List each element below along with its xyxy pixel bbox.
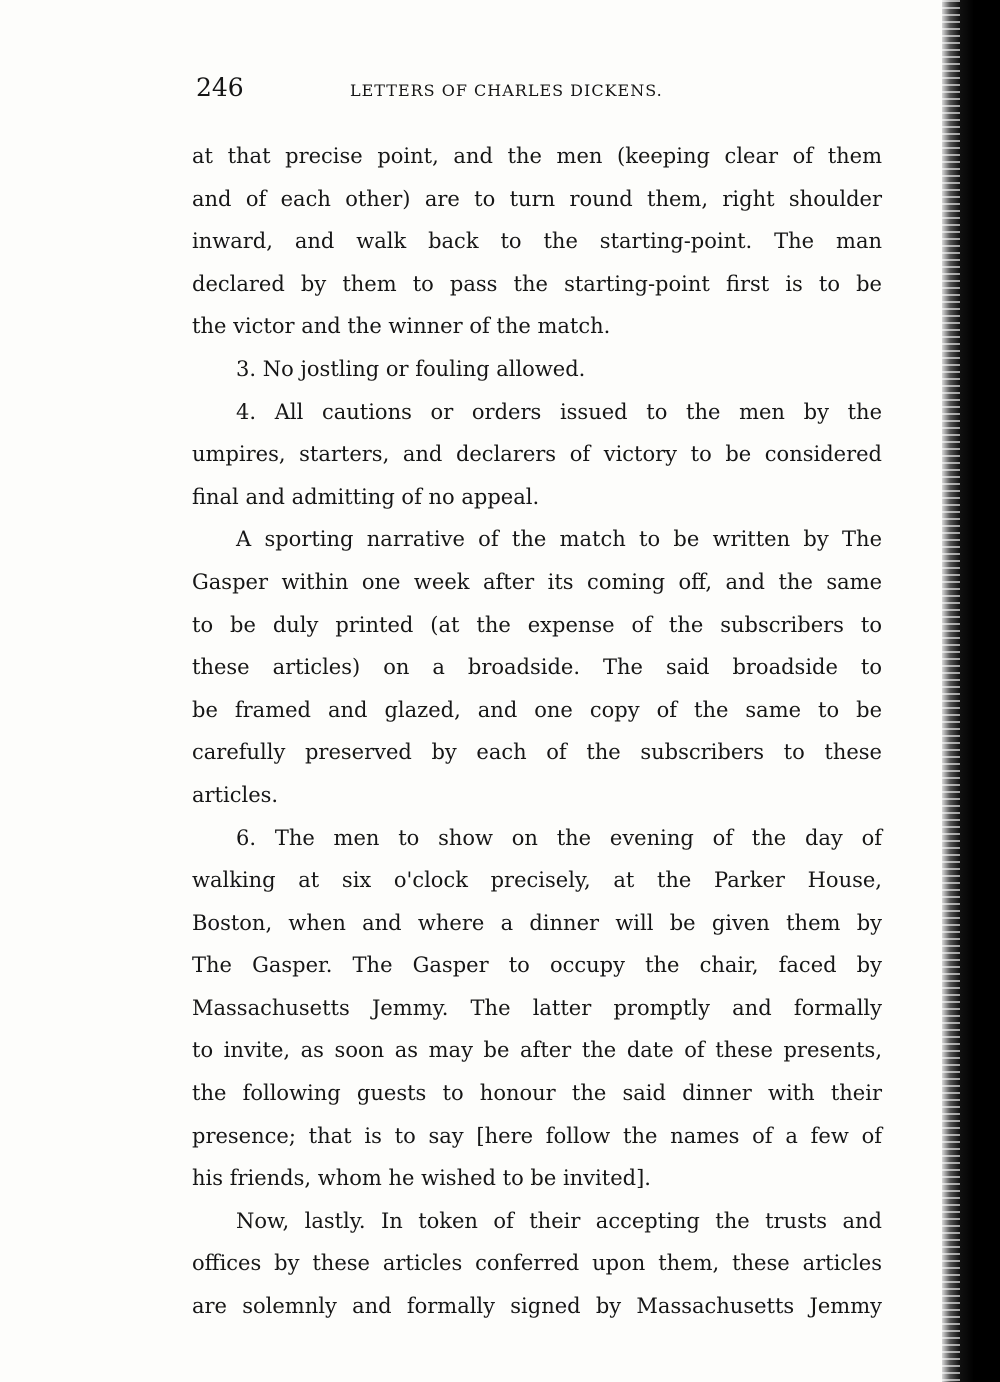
text-line: articles.	[192, 782, 279, 807]
text-line: Gasper within one week after its coming off, and the same	[192, 569, 882, 594]
text-line: his friends, whom he wished to be invited].	[192, 1166, 651, 1191]
text-line: declared by them to pass the starting-point first is to be	[192, 271, 882, 296]
text-line: carefully preserved by each of the subscribers to these	[192, 740, 882, 765]
text-line: the following guests to honour the said dinner with their	[192, 1081, 882, 1106]
body-text	[192, 135, 882, 1328]
text-line: 3. No jostling or fouling allowed.	[236, 356, 586, 381]
text-line: to invite, as soon as may be after the date of these presents,	[192, 1038, 882, 1063]
text-line: be framed and glazed, and one copy of the same to be	[192, 697, 882, 722]
scan-binding-edge	[942, 0, 1000, 1382]
text-line: Now, lastly. In token of their accepting the trusts and	[236, 1208, 882, 1233]
text-line: A sporting narrative of the match to be written by The	[236, 527, 882, 552]
page-number: 246	[196, 73, 244, 102]
text-line: umpires, starters, and declarers of victory to be considered	[192, 442, 882, 467]
text-line: and of each other) are to turn round them, right shoulder	[192, 186, 882, 211]
running-title: LETTERS OF CHARLES DICKENS.	[350, 81, 663, 100]
text-line: at that precise point, and the men (keeping clear of them	[192, 144, 882, 168]
text-line: offices by these articles conferred upon them, these articles	[192, 1251, 882, 1276]
text-line: presence; that is to say [here follow the names of a few of	[192, 1123, 882, 1148]
text-line: inward, and walk back to the starting-point. The man	[192, 229, 882, 254]
text-line: final and admitting of no appeal.	[192, 484, 540, 509]
text-line: Massachusetts Jemmy. The latter promptly and formally	[192, 995, 882, 1020]
text-line: 6. The men to show on the evening of the day of	[236, 825, 882, 850]
text-line: to be duly printed (at the expense of the subscribers to	[192, 612, 882, 637]
text-line: the victor and the winner of the match.	[192, 314, 611, 339]
page-header	[196, 70, 886, 110]
text-line: these articles) on a broadside. The said broadside to	[192, 655, 882, 680]
text-line: are solemnly and formally signed by Massachusetts Jemmy	[192, 1294, 882, 1319]
text-line: 4. All cautions or orders issued to the men by the	[236, 399, 882, 424]
text-line: Boston, when and where a dinner will be given them by	[192, 910, 882, 935]
text-line: walking at six o'clock precisely, at the Parker House,	[192, 868, 882, 893]
text-line: The Gasper. The Gasper to occupy the chair, faced by	[192, 953, 882, 978]
